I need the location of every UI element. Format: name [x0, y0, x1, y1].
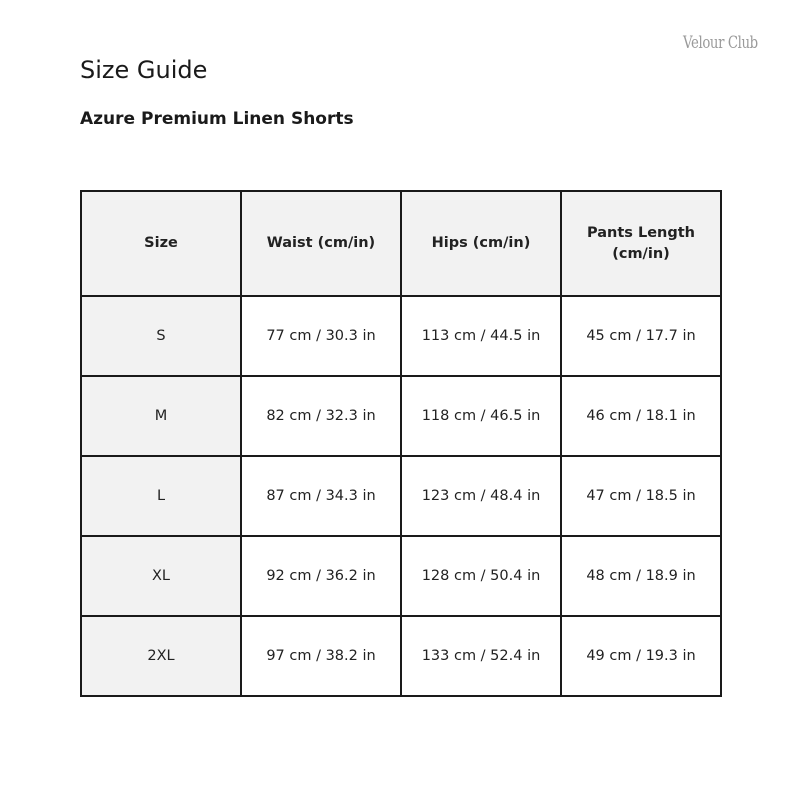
length-cell: 46 cm / 18.1 in	[561, 376, 721, 456]
header-hips: Hips (cm/in)	[401, 191, 561, 296]
hips-cell: 113 cm / 44.5 in	[401, 296, 561, 376]
size-chart-table	[80, 190, 722, 697]
table-row	[81, 456, 721, 536]
length-cell: 48 cm / 18.9 in	[561, 536, 721, 616]
header-size: Size	[81, 191, 241, 296]
hips-cell: 123 cm / 48.4 in	[401, 456, 561, 536]
size-cell: 2XL	[81, 616, 241, 696]
waist-cell: 92 cm / 36.2 in	[241, 536, 401, 616]
table-row	[81, 536, 721, 616]
brand-logo: Velour Club	[683, 33, 758, 53]
size-cell: XL	[81, 536, 241, 616]
size-cell: S	[81, 296, 241, 376]
hips-cell: 128 cm / 50.4 in	[401, 536, 561, 616]
length-cell: 45 cm / 17.7 in	[561, 296, 721, 376]
table-row	[81, 296, 721, 376]
size-cell: L	[81, 456, 241, 536]
page-title: Size Guide	[80, 56, 208, 84]
header-waist: Waist (cm/in)	[241, 191, 401, 296]
header-pants-length: Pants Length (cm/in)	[561, 191, 721, 296]
waist-cell: 82 cm / 32.3 in	[241, 376, 401, 456]
waist-cell: 87 cm / 34.3 in	[241, 456, 401, 536]
hips-cell: 133 cm / 52.4 in	[401, 616, 561, 696]
hips-cell: 118 cm / 46.5 in	[401, 376, 561, 456]
table-row	[81, 616, 721, 696]
waist-cell: 77 cm / 30.3 in	[241, 296, 401, 376]
product-name: Azure Premium Linen Shorts	[80, 109, 354, 129]
waist-cell: 97 cm / 38.2 in	[241, 616, 401, 696]
table-row	[81, 376, 721, 456]
length-cell: 47 cm / 18.5 in	[561, 456, 721, 536]
table-header-row	[81, 191, 721, 296]
size-cell: M	[81, 376, 241, 456]
length-cell: 49 cm / 19.3 in	[561, 616, 721, 696]
